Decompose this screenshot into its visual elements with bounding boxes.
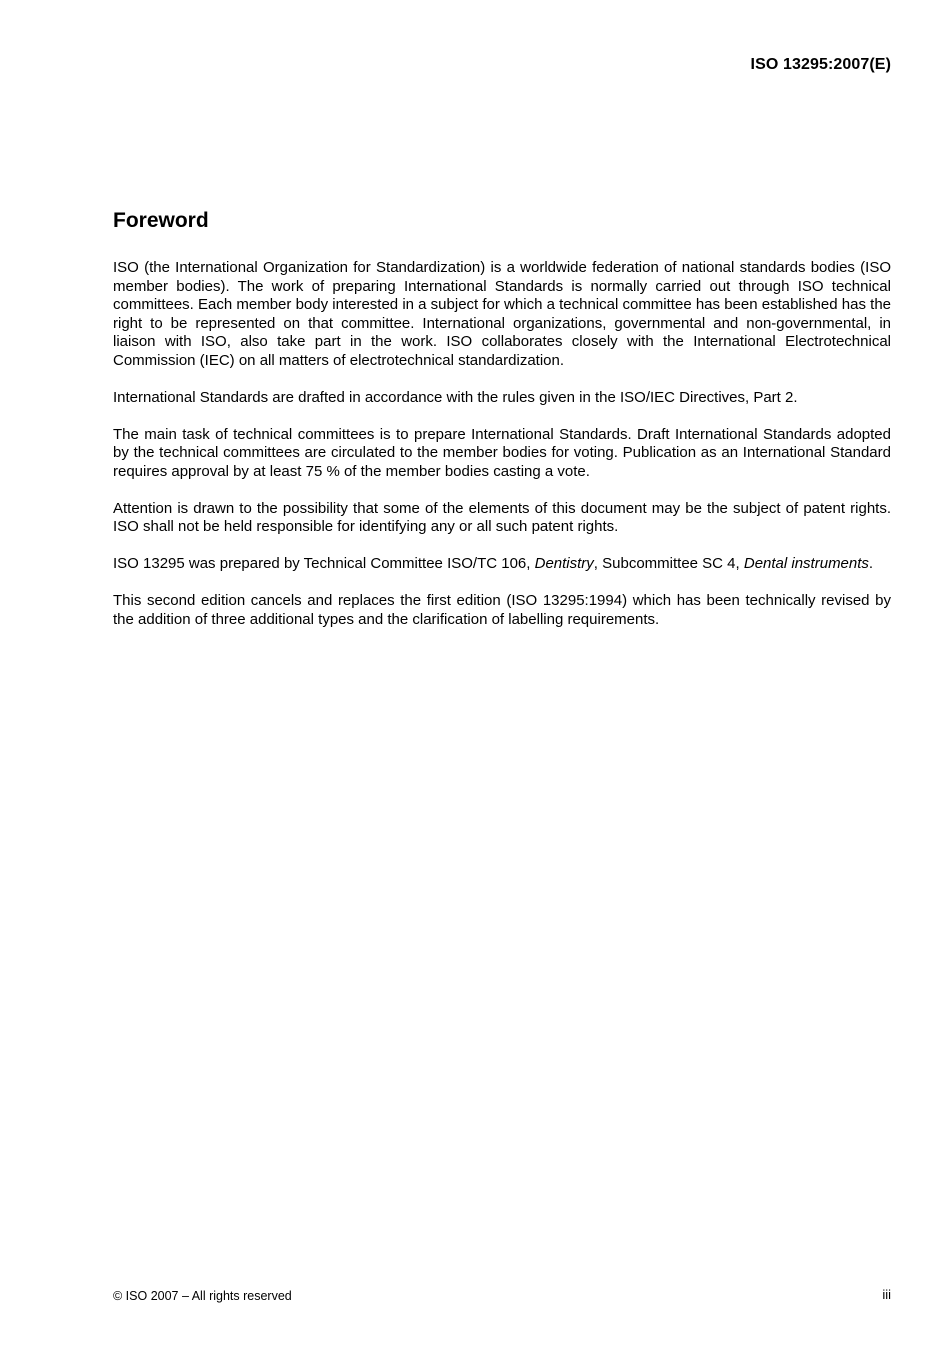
paragraph-6: This second edition cancels and replaces the first edition (ISO 13295:1994) which has been technically revised by the addition of three additional types and the clarification of labelling requirements. <box>113 592 891 628</box>
page-number: iii <box>882 1287 891 1302</box>
subcommittee-name: Dental instruments <box>743 555 869 572</box>
committee-name: Dentistry <box>534 555 594 572</box>
foreword-body <box>113 259 891 648</box>
document-id: ISO 13295:2007(E) <box>750 56 891 73</box>
paragraph-4: Attention is drawn to the possibility that some of the elements of this document may be the subject of patent rights. ISO shall not be held responsible for identifying any or all such patent rights. <box>113 499 891 535</box>
footer-copyright: © ISO 2007 – All rights reserved <box>113 1289 292 1303</box>
paragraph-1: ISO (the International Organization for Standardization) is a worldwide federation of national standards bodies (ISO member bodies). The work of preparing International Standards is normally carried out through ISO technical committees. Each member body interested in a subject for which a technical committee has been established has the right to be represented on that committee. International organizations, governmental and non-governmental, in liaison with ISO, also take part in the work. ISO collaborates closely with the International Electrotechnical Commission (IEC) on all matters of electrotechnical standardization. <box>113 259 891 369</box>
paragraph-5-text-3: . <box>868 555 874 572</box>
paragraph-3: The main task of technical committees is to prepare International Standards. Draft International Standards adopted by the technical committees are circulated to the member bodies for voting. Publication as an International Standard requires approval by at least 75 % of the member bodies casting a vote. <box>113 425 891 480</box>
paragraph-2: International Standards are drafted in accordance with the rules given in the ISO/IEC Directives, Part 2. <box>113 388 798 406</box>
section-title: Foreword <box>113 209 209 232</box>
paragraph-5-text-1: ISO 13295 was prepared by Technical Committee ISO/TC 106, <box>113 555 535 572</box>
paragraph-5 <box>113 555 891 574</box>
paragraph-5-text-2: , Subcommittee SC 4, <box>593 555 744 572</box>
